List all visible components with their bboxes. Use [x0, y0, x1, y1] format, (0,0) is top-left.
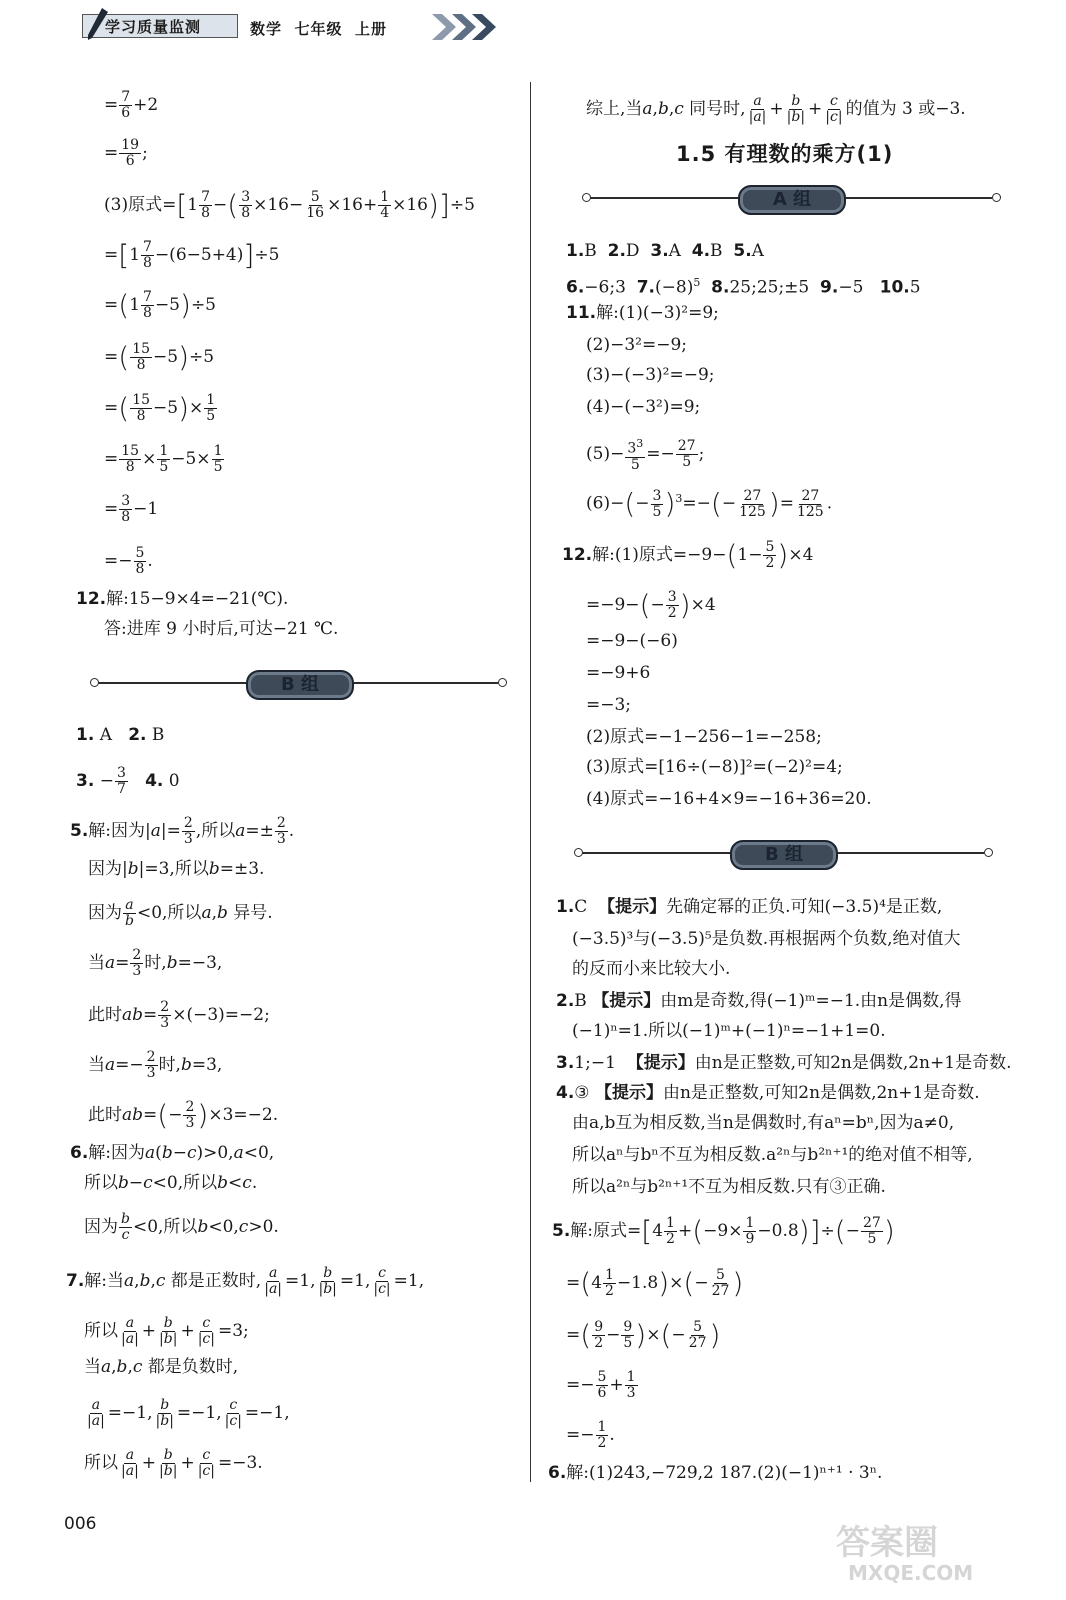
b-answers-row1: 1. A 2. B [76, 725, 165, 745]
b5-line-5: =− $\frac{1}{2}$ . [566, 1419, 615, 1451]
b3-line-1: 3.1;−1 【提示】由n是正整数,可知2n是偶数,2n+1是奇数. [556, 1053, 1012, 1073]
q12-solution: 12.解:15−9×4=−21(℃). [76, 589, 289, 609]
header-grade: 七年级 [294, 20, 343, 38]
watermark-logo [818, 1516, 1028, 1586]
b5-line-2: =(4 $\frac{1}{2}$ −1.8)×(− $\frac{5}{27}$ ) [566, 1266, 744, 1300]
q11-line-4: (4)−(−3²)=9; [586, 397, 701, 417]
q12-line-1: 12.解:(1)原式=−9−(1− $\frac{5}{2}$ )×4 [562, 538, 814, 572]
b-answers-row2: 3. − $\frac{3}{7}$ 4. 0 [76, 765, 180, 797]
header-subject: 数学 [250, 20, 283, 38]
q12-line-5: =−3; [586, 695, 632, 715]
calc-line-2: = $\frac{19}{6}$ ; [104, 137, 148, 169]
b5-line-3: =( $\frac{9}{2}$ − $\frac{9}{5}$ )×(− $\frac{5}{27}$ ) [566, 1318, 721, 1352]
series-label: 学习质量监测 [105, 18, 202, 36]
a-answers-row2: 6.−6;3 $7.(-8)^5$ 8.25;25;±5 9.−5 10.5 [566, 276, 921, 298]
banner-dot-right [984, 848, 993, 857]
q12-line-3: =−9−(−6) [586, 631, 678, 651]
b5-line-1: 5.解:原式=[4 $\frac{1}{2}$ +(−9× $\frac{1}{9}$ −0.8)]÷(− $\frac{27}{5}$ ) [552, 1214, 895, 1248]
calc-line-4: =[1 $\frac{7}{8}$ −(6−5+4)]÷5 [104, 238, 280, 272]
q12-line-4: =−9+6 [586, 663, 651, 683]
summary-line: 综上,当a,b,c 同号时, $\frac{a}{|a|}$ + $\frac{b}{|b|}$ + $\frac{c}{|c|}$ 的值为 3 或−3. [586, 93, 966, 125]
group-b-badge: B 组 [730, 840, 838, 870]
q5-line-7: 此时ab=(− $\frac{2}{3}$ )×3=−2. [88, 1098, 279, 1132]
q7-line-4: $\frac{a}{|a|}$ =−1, $\frac{b}{|b|}$ =−1, $\frac{c}{|c|}$ =−1, [87, 1397, 290, 1429]
calc-line-10: =− $\frac{5}{8}$ . [104, 545, 153, 577]
page-header [82, 10, 502, 44]
calc-line-3: (3)原式=[1 $\frac{7}{8}$ −( $\frac{3}{8}$ ×16− $\frac{5}{16}$ ×16+ $\frac{1}{4}$ ×16)]÷5 [104, 188, 475, 222]
page-number: 006 [64, 1514, 97, 1534]
b6-line-1: 6.解:(1)243,−729,2 187.(2)(−1)ⁿ⁺¹ · 3ⁿ. [548, 1463, 883, 1483]
calc-line-8: = $\frac{15}{8}$ × $\frac{1}{5}$ −5× $\frac{1}{5}$ [104, 443, 223, 475]
calc-line-9: = $\frac{3}{8}$ −1 [104, 493, 159, 525]
a-answers-row1: 1.B 2.D 3.A 4.B 5.A [566, 241, 764, 261]
b2-line-2: (−1)ⁿ=1.所以(−1)ᵐ+(−1)ⁿ=−1+1=0. [572, 1021, 886, 1041]
b1-line-3: 的反而小来比较大小. [572, 959, 731, 979]
group-a-badge: A 组 [738, 185, 846, 215]
q7-line-5: 所以 $\frac{a}{|a|}$ + $\frac{b}{|b|}$ + $\frac{c}{|c|}$ =−3. [84, 1447, 263, 1479]
q12-line-8: (4)原式=−16+4×9=−16+36=20. [586, 789, 872, 809]
q6-line-3: 因为 $\frac{b}{c}$ <0,所以b<0,c>0. [84, 1211, 279, 1243]
b4-line-2: 由a,b互为相反数,当n是偶数时,有aⁿ=bⁿ,因为a≠0, [572, 1113, 955, 1133]
q5-line-5: 此时ab= $\frac{2}{3}$ ×(−3)=−2; [88, 999, 270, 1031]
banner-dot-right [498, 678, 507, 687]
q12-answer: 答:进库 9 小时后,可达−21 ℃. [104, 619, 339, 639]
b5-line-4: =− $\frac{5}{6}$ + $\frac{1}{3}$ [566, 1369, 636, 1401]
b2-line-1: 2.B 【提示】由m是奇数,得(−1)ᵐ=−1.由n是偶数,得 [556, 991, 962, 1011]
q11-line-2: (2)−3²=−9; [586, 335, 687, 355]
q6-line-1: 6.解:因为a(b−c)>0,a<0, [70, 1143, 275, 1163]
chevron-arrows-icon [432, 14, 502, 40]
b1-line-2: (−3.5)³与(−3.5)⁵是负数.再根据两个负数,绝对值大 [572, 929, 961, 949]
q6-line-2: 所以b−c<0,所以b<c. [84, 1173, 258, 1193]
pen-icon [86, 8, 108, 42]
svg-text:答案圈: 答案圈 [836, 1523, 938, 1563]
header-volume: 上册 [354, 20, 387, 38]
q5-line-3: 因为 $\frac{a}{b}$ <0,所以a,b 异号. [88, 897, 273, 929]
calc-line-7: =( $\frac{15}{8}$ −5)× $\frac{1}{5}$ [104, 391, 216, 425]
header-subtitle [250, 18, 387, 39]
calc-line-5: =(1 $\frac{7}{8}$ −5)÷5 [104, 288, 216, 322]
svg-text:MXQE.COM: MXQE.COM [848, 1561, 974, 1585]
column-divider [530, 82, 531, 1482]
q11-line-6: (6)−(− $\frac{3}{5}$ )$^3$=−(− $\frac{27}{125}$ )= $\frac{27}{125}$ . [586, 487, 833, 521]
q11-line-1: 11.解:(1)(−3)²=9; [566, 303, 719, 323]
b1-line-1: 1.C 【提示】先确定幂的正负.可知(−3.5)⁴是正数, [556, 897, 943, 917]
q5-line-2: 因为|b|=3,所以b=±3. [88, 859, 265, 879]
b4-line-4: 所以a²ⁿ与b²ⁿ⁺¹不互为相反数.只有③正确. [572, 1177, 886, 1197]
q11-line-3: (3)−(−3)²=−9; [586, 365, 715, 385]
q12-line-7: (3)原式=[16÷(−8)]²=(−2)²=4; [586, 757, 843, 777]
q5-line-1: 5.解:因为|a|= $\frac{2}{3}$ ,所以a=± $\frac{2}{3}$ . [70, 815, 295, 847]
group-b-badge: B 组 [246, 670, 354, 700]
b4-line-1: 4.③ 【提示】由n是正整数,可知2n是偶数,2n+1是奇数. [556, 1083, 980, 1103]
calc-line-1: = $\frac{7}{6}$ +2 [104, 89, 159, 121]
q7-line-2: 所以 $\frac{a}{|a|}$ + $\frac{b}{|b|}$ + $\frac{c}{|c|}$ =3; [84, 1315, 249, 1347]
section-title: 1.5 有理数的乘方(1) [676, 142, 894, 166]
q7-line-1: 7.解:当a,b,c 都是正数时, $\frac{a}{|a|}$ =1, $\frac{b}{|b|}$ =1, $\frac{c}{|c|}$ =1, [66, 1265, 425, 1297]
q12-line-2: =−9−(− $\frac{3}{2}$ )×4 [586, 588, 716, 622]
b4-line-3: 所以aⁿ与bⁿ不互为相反数.a²ⁿ与b²ⁿ⁺¹的绝对值不相等, [572, 1145, 973, 1165]
q5-line-4: 当a= $\frac{2}{3}$ 时,b=−3, [88, 947, 223, 979]
banner-dot-right [992, 193, 1001, 202]
q11-line-5: (5)− $\frac{3^3}{5}$ =− $\frac{27}{5}$ ; [586, 437, 705, 473]
q5-line-6: 当a=− $\frac{2}{3}$ 时,b=3, [88, 1049, 223, 1081]
calc-line-6: =( $\frac{15}{8}$ −5)÷5 [104, 340, 215, 374]
q7-line-3: 当a,b,c 都是负数时, [84, 1357, 239, 1377]
q12-line-6: (2)原式=−1−256−1=−258; [586, 727, 822, 747]
